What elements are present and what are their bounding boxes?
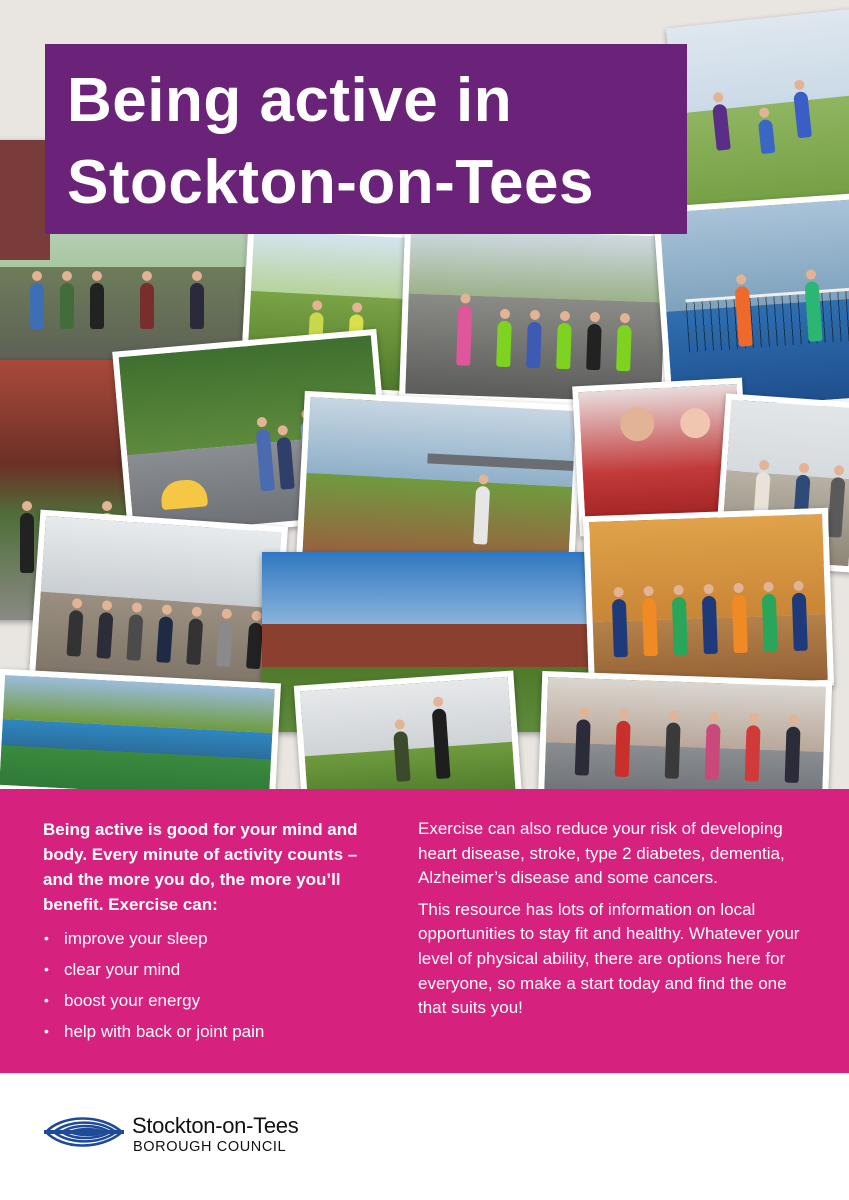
list-item — [43, 954, 388, 985]
bullet-icon: • — [44, 961, 49, 977]
bullet-icon: • — [44, 1023, 49, 1039]
info-band — [0, 789, 849, 1073]
list-item-text: boost your energy — [64, 991, 201, 1010]
list-item-text: help with back or joint pain — [64, 1022, 265, 1041]
bullet-icon: • — [44, 992, 49, 1008]
parkrun-photo — [399, 221, 673, 408]
bullet-icon: • — [44, 930, 49, 946]
details-column — [418, 817, 813, 1021]
logo-subtitle: BOROUGH COUNCIL — [133, 1139, 287, 1155]
benefits-column — [43, 817, 388, 1047]
wave-rings-icon — [44, 1109, 124, 1155]
list-item-text: clear your mind — [64, 960, 181, 979]
list-item-text: improve your sleep — [64, 929, 208, 948]
risk-paragraph: Exercise can also reduce your risk of developing heart disease, stroke, type 2 diabetes, dementia, Alzheimer’s disease and some cancers. — [418, 819, 785, 888]
logo-name: Stockton-on-Tees — [132, 1113, 299, 1138]
page-title-line-1: Being active in — [67, 66, 513, 135]
indoor-team-photo — [583, 508, 834, 694]
tennis-courts-photo — [0, 669, 281, 789]
resource-paragraph: This resource has lots of information on local opportunities to stay fit and healthy. Whatever your level of physical ability, there are options here for everyone, so make a start today and find the one that suits you! — [418, 899, 800, 1018]
list-item — [43, 985, 388, 1016]
page-title-line-2: Stockton-on-Tees — [67, 148, 594, 217]
child-bike-photo — [294, 670, 523, 789]
title-banner — [45, 44, 687, 234]
benefits-list — [43, 923, 388, 1047]
footer — [0, 1073, 849, 1200]
list-item — [43, 923, 388, 954]
intro-text: Being active is good for your mind and body. Every minute of activity counts – and the more you do, the more you’ll benefit. Exercise can: — [43, 820, 358, 914]
walking-group-photo — [538, 671, 832, 789]
list-item — [43, 1016, 388, 1047]
